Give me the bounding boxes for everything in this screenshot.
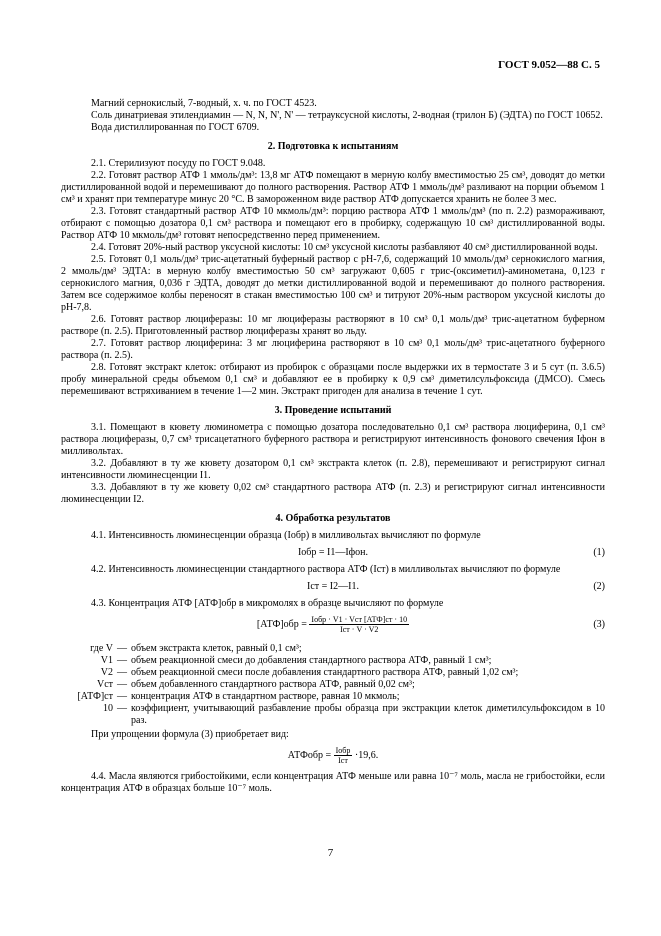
formula-4-fraction (334, 746, 353, 765)
variable-description: объем реакционной смеси до добавления стандартного раствора АТФ, равный 1 см³; (131, 655, 492, 666)
document-body (61, 98, 605, 795)
variable-symbol: Vст (96, 679, 113, 690)
para-2-2: 2.2. Готовят раствор АТФ 1 ммоль/дм³: 13,8 мг АТФ помещают в мерную колбу вместимостью 25 см³, доводят до метки дистиллированной водой и перемешивают до полного растворения. Раствор АТФ 1 ммоль/дм³ разливают на порции объемом 1 см³ и хранят при температуре минус 20 °С. В замороженном виде раствор АТФ допускается хранить не более 3 мес. (61, 170, 605, 205)
formula-3-fraction (309, 615, 409, 634)
variable-item: 10 — коэффициент, учитывающий разбавление пробы образца при экстракции клеток диметилсульфоксидом в 10 раз. (61, 703, 605, 727)
para-simplification: При упрощении формула (3) приобретает вид: (91, 729, 289, 740)
formula-4-numerator: Iобр (335, 746, 351, 756)
formula-2 (61, 576, 605, 598)
para-2-6: 2.6. Готовят раствор люциферазы: 10 мг люциферазы растворяют в 10 см³ 0,1 моль/дм³ трис-ацетатном буферном растворе (п. 2.5). Приготовленный раствор люциферазы хранят во льду. (61, 314, 605, 337)
variable-description: объем реакционной смеси после добавления стандартного раствора АТФ, равный 1,02 см³; (131, 667, 519, 678)
variable-item: где V — объем экстракта клеток, равный 0,1 см³; (61, 643, 605, 655)
para-2-8: 2.8. Готовят экстракт клеток: отбирают из пробирок с образцами после выдержки их в термостате 3 и 5 сут (п. 3.6.5) пробу минеральной среды объемом 0,1 см³ и добавляют ее в пробирку к 0,9 см³ диметилсульфоксида (ДМСО). Смесь перемешивают встряхиванием в течение 1—2 мин. Экстракт пригоден для анализа в течение 1 сут. (61, 362, 605, 397)
formula-3-denominator: Iст · V · V2 (340, 625, 379, 635)
variable-symbol: где V (90, 643, 113, 654)
formula-4-denominator: Iст (338, 756, 348, 766)
para-2-7: 2.7. Готовят раствор люциферина: 3 мг люциферина растворяют в 10 см³ 0,1 моль/дм³ трис-ацетатного буферного раствора (п. 2.5). (61, 338, 605, 361)
variable-symbol: [АТФ]ст (77, 691, 113, 702)
para-4-1: 4.1. Интенсивность люминесценции образца (Iобр) в милливольтах вычисляют по формуле (91, 530, 481, 541)
para-2-1: 2.1. Стерилизуют посуду по ГОСТ 9.048. (91, 158, 266, 169)
variable-item: [АТФ]ст — концентрация АТФ в стандартном растворе, равная 10 мкмоль; (61, 691, 605, 703)
formula-2-number: (2) (593, 581, 605, 592)
variable-description: объем добавленного стандартного раствора АТФ, равный 0,02 см³; (131, 679, 415, 690)
formula-1 (61, 542, 605, 564)
para-3-2: 3.2. Добавляют в ту же кювету дозатором 0,1 см³ экстракта клеток (п. 2.8), перемешивают и регистрируют сигнал интенсивности люминесценции I1. (61, 458, 605, 481)
variable-item: V2 — объем реакционной смеси после добавления стандартного раствора АТФ, равный 1,02 см³; (61, 667, 605, 679)
variable-symbol: V1 (100, 655, 113, 666)
section-2-title: 2. Подготовка к испытаниям (267, 141, 399, 152)
section-4-title: 4. Обработка результатов (275, 513, 391, 524)
para-2-3: 2.3. Готовят стандартный раствор АТФ 10 мкмоль/дм³: порцию раствора АТФ 1 ммоль/дм³ (по п. 2.2) размораживают, отбирают с помощью дозатора 0,1 см³ раствора и помещают его в пробирку, содержащую 10 см³ дистиллированной воды. Раствор АТФ 10 мкмоль/дм³ готовят непосредственно перед применением. (61, 206, 605, 241)
variable-symbol: 10 (103, 703, 113, 714)
formula-3 (61, 610, 605, 640)
para-2-5: 2.5. Готовят 0,1 моль/дм³ трис-ацетатный буферный раствор с рН-7,6, содержащий 10 ммоль/дм³ сернокислого магния, 2 ммоль/дм³ ЭДТА: в мерную колбу вместимостью 50 см³ загружают 0,605 г трис-(оксиметил)-аминометана, 0,123 г сернокислого магния, 0,036 г ЭДТА, доводят до метки дистиллированной водой и перемешивают до полного растворения. Затем все содержимое колбы переносят в стакан вместимостью 100 см³ и титруют 20%-ным раствором уксусной кислоты до рН-7,8. (61, 254, 605, 313)
variable-description: объем экстракта клеток, равный 0,1 см³; (131, 643, 302, 654)
para-2-4: 2.4. Готовят 20%-ный раствор уксусной кислоты: 10 см³ уксусной кислоты разбавляют 40 см³ дистиллированной воды. (91, 242, 598, 253)
page-header: ГОСТ 9.052—88 С. 5 (498, 59, 600, 71)
formula-4-rhs: ·19,6. (354, 750, 379, 761)
intro-line-1: Магний сернокислый, 7-водный, х. ч. по ГОСТ 4523. (91, 98, 317, 109)
variable-description: концентрация АТФ в стандартном растворе, равная 10 мкмоль; (131, 691, 400, 702)
para-4-4: 4.4. Масла являются грибостойкими, если концентрация АТФ меньше или равна 10⁻⁷ моль, масла не грибостойки, если концентрация АТФ в образцах больше 10⁻⁷ моль. (61, 771, 605, 794)
para-3-3: 3.3. Добавляют в ту же кювету 0,02 см³ стандартного раствора АТФ (п. 2.3) и регистрируют сигнал интенсивности люминесценции I2. (61, 482, 605, 505)
formula-4 (61, 741, 605, 771)
formula-3-number: (3) (593, 619, 605, 630)
formula-3-numerator: Iобр · V1 · Vст [АТФ]ст · 10 (311, 615, 408, 625)
variable-description: коэффициент, учитывающий разбавление пробы образца при экстракции клеток диметилсульфоксидом в 10 раз. (131, 703, 605, 726)
variable-symbol: V2 (100, 667, 113, 678)
page-number: 7 (327, 847, 334, 859)
para-4-2: 4.2. Интенсивность люминесценции стандартного раствора АТФ (Iст) в милливольтах вычисляют по формуле (91, 564, 561, 575)
formula-2-expr: Iст = I2—I1. (307, 581, 359, 592)
para-3-1: 3.1. Помещают в кювету люминометра с помощью дозатора последовательно 0,1 см³ раствора люциферина, 0,1 см³ раствора люциферазы, 0,7 см³ трисацетатного буферного раствора и регистрируют интенсивность фонового свечения Iфон в милливольтах. (61, 422, 605, 457)
intro-line-2: Соль динатриевая этилендиамин — N, N, N', N' — тетрауксусной кислоты, 2-водная (трилон Б) (ЭДТА) по ГОСТ 10652. (91, 110, 603, 121)
formula-1-number: (1) (593, 547, 605, 558)
para-4-3: 4.3. Концентрация АТФ [АТФ]обр в микромолях в образце вычисляют по формуле (91, 598, 444, 609)
section-3-title: 3. Проведение испытаний (274, 405, 392, 416)
formula-1-expr: Iобр = I1—Iфон. (297, 547, 369, 558)
variable-item: V1 — объем реакционной смеси до добавления стандартного раствора АТФ, равный 1 см³; (61, 655, 605, 667)
formula-4-lhs: АТФобр = (287, 750, 332, 761)
variable-list (61, 643, 605, 727)
formula-3-lhs: [АТФ]обр = (256, 619, 307, 630)
intro-line-3: Вода дистиллированная по ГОСТ 6709. (91, 122, 260, 133)
variable-item: Vст — объем добавленного стандартного раствора АТФ, равный 0,02 см³; (61, 679, 605, 691)
